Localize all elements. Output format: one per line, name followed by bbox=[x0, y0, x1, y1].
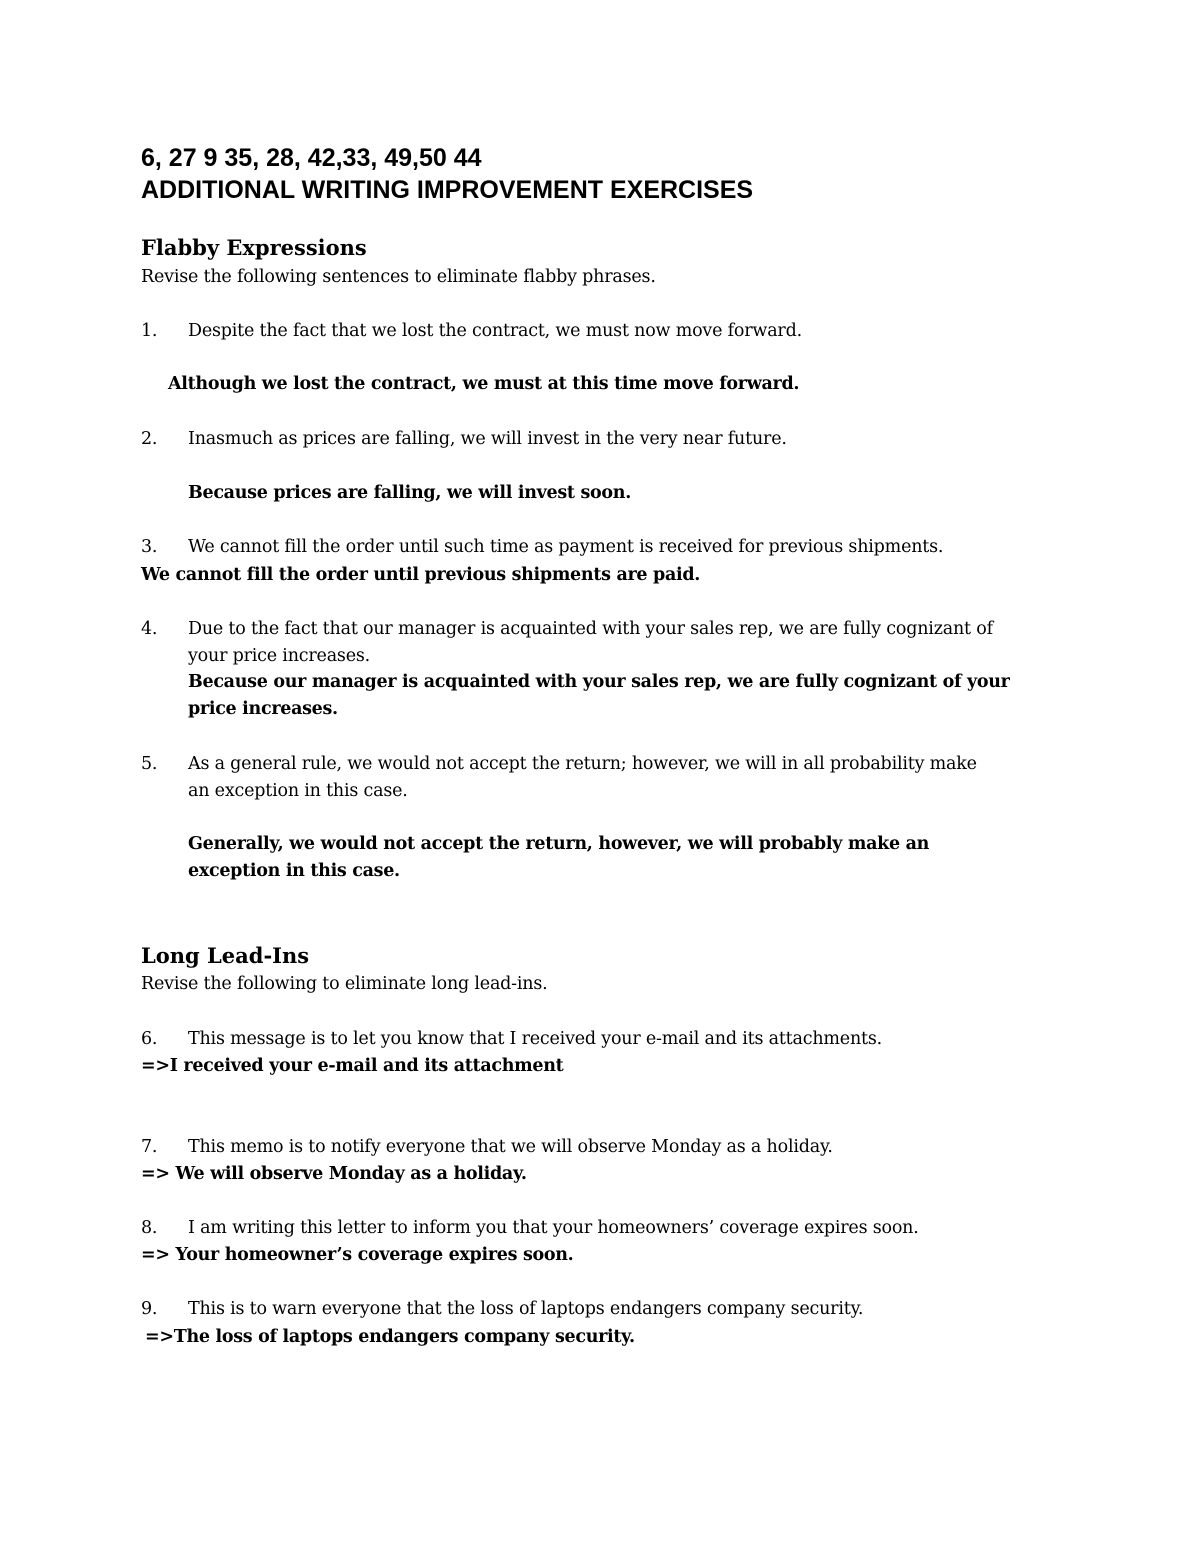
item-prompt-1: Despite the fact that we lost the contract, we must now move forward. bbox=[188, 321, 802, 341]
item-prompt-8: I am writing this letter to inform you that your homeowners’ coverage expires soon. bbox=[188, 1218, 919, 1238]
item-number-7: 7. bbox=[141, 1137, 158, 1157]
item-answer-4-line-1: Because our manager is acquainted with your sales rep, we are fully cognizant of your bbox=[188, 672, 1010, 692]
item-prompt-5-line-1: As a general rule, we would not accept the return; however, we will in all probability make bbox=[188, 754, 977, 774]
item-prompt-6: This message is to let you know that I received your e-mail and its attachments. bbox=[188, 1029, 882, 1049]
item-number-1: 1. bbox=[141, 321, 158, 341]
item-answer-4-line-2: price increases. bbox=[188, 699, 338, 719]
section-heading-flabby: Flabby Expressions bbox=[141, 235, 367, 260]
item-prompt-4-line-1: Due to the fact that our manager is acquainted with your sales rep, we are fully cognizant of bbox=[188, 619, 993, 639]
item-answer-5-line-2: exception in this case. bbox=[188, 861, 400, 881]
item-answer-5-line-1: Generally, we would not accept the return, however, we will probably make an bbox=[188, 834, 930, 854]
item-number-3: 3. bbox=[141, 537, 158, 557]
section-instruction-leadins: Revise the following to eliminate long lead-ins. bbox=[141, 974, 548, 994]
item-number-5: 5. bbox=[141, 754, 158, 774]
item-prompt-2: Inasmuch as prices are falling, we will invest in the very near future. bbox=[188, 429, 787, 449]
numbers-line: 6, 27 9 35, 28, 42,33, 49,50 44 bbox=[141, 144, 482, 172]
item-prompt-4-line-2: your price increases. bbox=[188, 646, 371, 666]
item-answer-1: Although we lost the contract, we must at this time move forward. bbox=[168, 374, 800, 394]
item-answer-3: We cannot fill the order until previous shipments are paid. bbox=[141, 565, 701, 585]
item-answer-9: =>The loss of laptops endangers company security. bbox=[145, 1327, 635, 1347]
page-title: ADDITIONAL WRITING IMPROVEMENT EXERCISES bbox=[141, 176, 754, 204]
section-instruction-flabby: Revise the following sentences to eliminate flabby phrases. bbox=[141, 267, 656, 287]
item-number-9: 9. bbox=[141, 1299, 158, 1319]
item-prompt-7: This memo is to notify everyone that we will observe Monday as a holiday. bbox=[188, 1137, 833, 1157]
item-number-2: 2. bbox=[141, 429, 158, 449]
item-prompt-9: This is to warn everyone that the loss of laptops endangers company security. bbox=[188, 1299, 864, 1319]
item-answer-7: => We will observe Monday as a holiday. bbox=[141, 1164, 527, 1184]
item-number-4: 4. bbox=[141, 619, 158, 639]
section-heading-leadins: Long Lead-Ins bbox=[141, 943, 310, 968]
item-prompt-3: We cannot fill the order until such time as payment is received for previous shipments. bbox=[188, 537, 944, 557]
item-answer-2: Because prices are falling, we will invest soon. bbox=[188, 483, 632, 503]
item-prompt-5-line-2: an exception in this case. bbox=[188, 781, 408, 801]
item-number-8: 8. bbox=[141, 1218, 158, 1238]
item-number-6: 6. bbox=[141, 1029, 158, 1049]
item-answer-6: =>I received your e-mail and its attachment bbox=[141, 1056, 564, 1076]
item-answer-8: => Your homeowner’s coverage expires soon. bbox=[141, 1245, 574, 1265]
